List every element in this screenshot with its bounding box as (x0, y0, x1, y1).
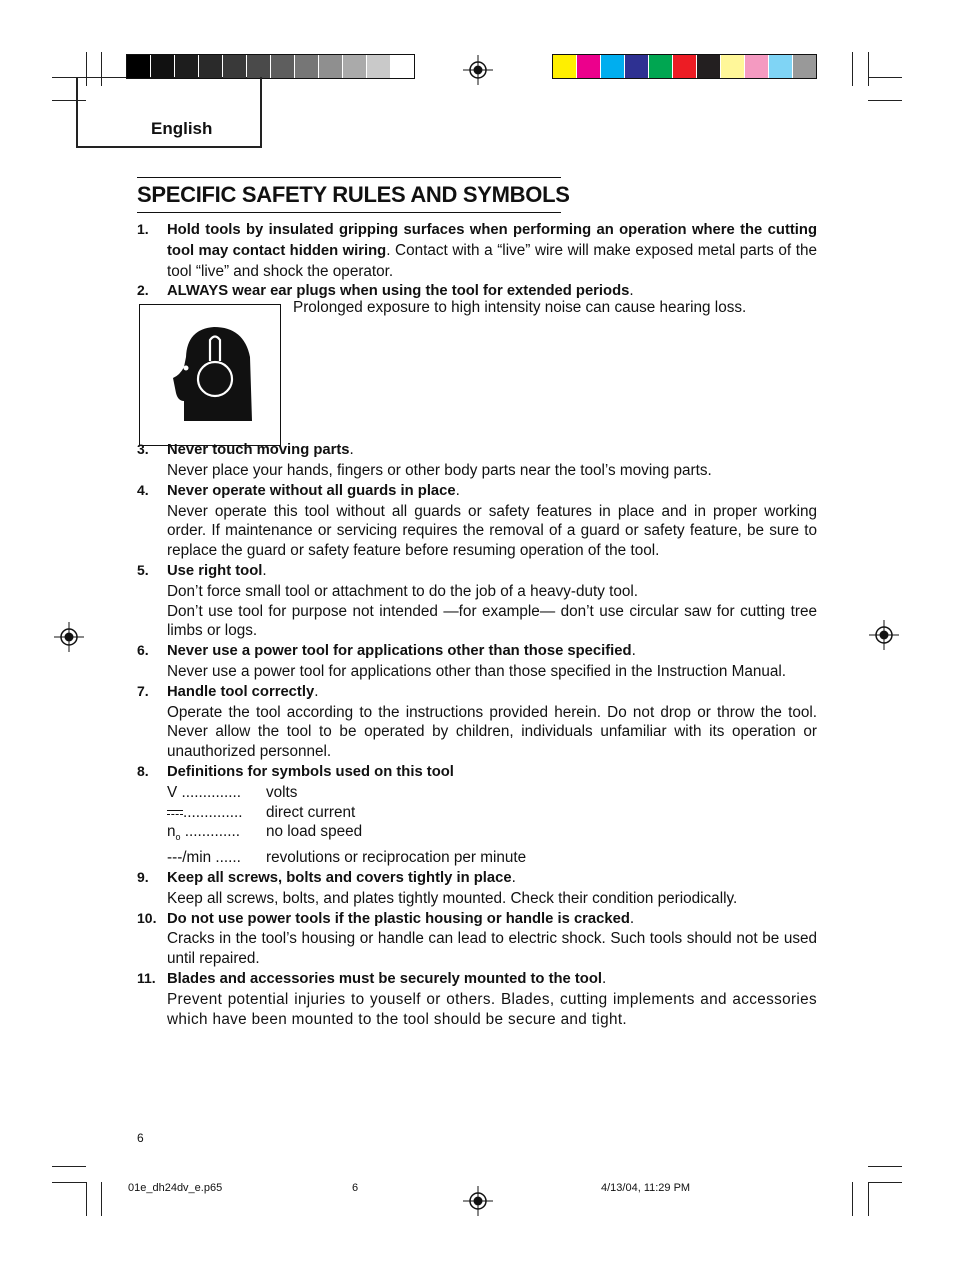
color-swatch (295, 55, 318, 78)
rule-heading: Use right tool (167, 562, 263, 579)
rule-item (137, 481, 817, 561)
color-swatch (319, 55, 342, 78)
rule-number: 1. (137, 221, 149, 237)
rule-heading-tail: . (314, 682, 319, 700)
color-swatch (199, 55, 222, 78)
symbol-meaning: volts (266, 783, 298, 801)
rule-item (137, 682, 817, 762)
rule-heading-tail: . (262, 561, 267, 579)
crop-line (868, 1166, 902, 1167)
ear-protection-caption: Prolonged exposure to high intensity noise can cause hearing loss. (293, 299, 747, 316)
rule-heading-tail: . (629, 909, 635, 927)
symbol-glyph: .............. (167, 803, 266, 823)
rule-item (137, 762, 817, 868)
page-number: 6 (137, 1131, 144, 1145)
rule-number: 8. (137, 762, 149, 779)
color-swatch (223, 55, 246, 78)
crop-line (52, 1166, 86, 1167)
crop-line (868, 77, 902, 78)
rule-item (137, 561, 817, 641)
rule-number: 2. (137, 282, 149, 299)
rule-text: Never operate this tool without all guards or safety features in place and in proper working order. If maintenance or servicing requires the removal of a guard or safety feature, be sure to replace the guard or safety feature before resuming operation of the tool. (167, 502, 817, 560)
footer-datetime: 4/13/04, 11:29 PM (601, 1182, 691, 1194)
rule-text: Operate the tool according to the instructions provided herein. Do not drop or throw the tool. Never allow the tool to be operated by children, individuals unfamiliar with its operation or unauthorized personnel. (167, 703, 817, 761)
rule-heading: Blades and accessories must be securely mounted to the tool (167, 970, 602, 987)
rule-number: 10. (137, 909, 157, 926)
crop-line (868, 52, 869, 86)
rule-heading: Never use a power tool for applications other than those specified (167, 643, 632, 660)
rule-heading-tail: . (349, 441, 354, 459)
color-swatch (271, 55, 294, 78)
crop-line (868, 1182, 869, 1216)
symbol-meaning: no load speed (266, 823, 363, 841)
rule-number: 6. (137, 642, 149, 659)
color-swatch (601, 55, 624, 78)
rule-item (137, 969, 817, 1029)
color-swatch (127, 55, 150, 78)
symbol-glyph: ---/min ...... (167, 849, 241, 867)
color-swatch (673, 55, 696, 78)
color-swatch (577, 55, 600, 78)
rule-number: 5. (137, 561, 149, 578)
rule-heading-tail: . (511, 868, 516, 886)
rule-item (137, 641, 817, 682)
rule-heading-tail: . Contact with a “live” wire will make exposed metal parts of the tool “live” and shock the operator. (167, 241, 817, 280)
crop-line (52, 1182, 86, 1183)
symbol-glyph: $n_o$ ............. (167, 823, 241, 843)
rule-text: Cracks in the tool’s housing or handle can lead to electric shock. Such tools should not be used until repaired. (167, 930, 817, 968)
rule-item (137, 909, 817, 969)
crop-line (868, 1182, 902, 1183)
rule-item (137, 220, 817, 281)
color-bar (552, 54, 817, 79)
color-swatch (391, 55, 414, 78)
rule-number: 7. (137, 682, 149, 699)
symbol-meaning: revolutions or reciprocation per minute (266, 849, 527, 867)
color-swatch (793, 55, 816, 78)
rule-heading: Definitions for symbols used on this tool (167, 763, 454, 780)
footer-file: 01e_dh24dv_e.p65 (128, 1182, 223, 1194)
language-label: English (151, 119, 213, 138)
rule-heading: Never touch moving parts (167, 442, 350, 459)
color-swatch (151, 55, 174, 78)
registration-mark-icon (869, 620, 899, 650)
rule-heading: Never operate without all guards in place (167, 482, 456, 499)
color-swatch (553, 55, 576, 78)
color-swatch (625, 55, 648, 78)
crop-line (852, 1182, 853, 1216)
crop-line (868, 100, 902, 101)
rule-number: 9. (137, 868, 149, 885)
ear-protection-icon-box (139, 304, 281, 446)
rule-text: Keep all screws, bolts, and plates tightly mounted. Check their condition periodically. (167, 889, 738, 907)
page-title: SPECIFIC SAFETY RULES AND SYMBOLS (137, 182, 570, 207)
rule-heading-tail: . (455, 481, 460, 499)
registration-mark-icon (54, 622, 84, 652)
color-swatch (697, 55, 720, 78)
color-swatch (769, 55, 792, 78)
rule-number: 3. (137, 441, 149, 458)
color-swatch (721, 55, 744, 78)
crop-line (852, 52, 853, 86)
footer-page: 6 (352, 1182, 359, 1194)
rule-text: Don’t use tool for purpose not intended —for example— don’t use circular saw for cutting tree limbs or logs. (167, 602, 817, 640)
rule-item (137, 868, 817, 909)
rule-heading: ALWAYS wear ear plugs when using the tool for extended periods (167, 283, 630, 300)
color-swatch (649, 55, 672, 78)
color-swatch (343, 55, 366, 78)
registration-mark-icon (463, 1186, 493, 1216)
symbol-glyph: V .............. (167, 783, 241, 801)
rule-text: Never use a power tool for applications other than those specified in the Instruction Manual. (167, 662, 787, 680)
rule-heading-tail: . (602, 969, 607, 987)
rule-heading-tail: . (631, 642, 636, 660)
rule-number: 11. (137, 969, 156, 986)
symbol-meaning: direct current (266, 803, 356, 821)
color-swatch (175, 55, 198, 78)
rule-text: Prevent potential injuries to youself or others. Blades, cutting implements and accessories which have been mounted to the tool should be secure and tight. (167, 990, 817, 1028)
rule-heading: Keep all screws, bolts and covers tightly in place (167, 869, 512, 886)
crop-line (101, 1182, 102, 1216)
rule-heading-tail: . (629, 282, 634, 300)
crop-line (86, 1182, 87, 1216)
grayscale-bar (126, 54, 415, 79)
rule-heading: Hold tools by insulated gripping surfaces when performing an operation where the cutting tool may contact hidden wiring (167, 222, 817, 259)
ear-protection-icon (140, 305, 279, 444)
rule-text: Never place your hands, fingers or other body parts near the tool’s moving parts. (167, 461, 712, 479)
rule-heading: Handle tool correctly (167, 683, 315, 700)
color-swatch (745, 55, 768, 78)
color-swatch (247, 55, 270, 78)
color-swatch (367, 55, 390, 78)
rule-number: 4. (137, 481, 149, 498)
registration-mark-icon (463, 55, 493, 85)
rule-text: Don’t force small tool or attachment to do the job of a heavy-duty tool. (167, 582, 639, 600)
symbol-definitions (167, 783, 817, 868)
direct-current-icon (167, 810, 183, 819)
rule-heading: Do not use power tools if the plastic housing or handle is cracked (167, 910, 630, 927)
